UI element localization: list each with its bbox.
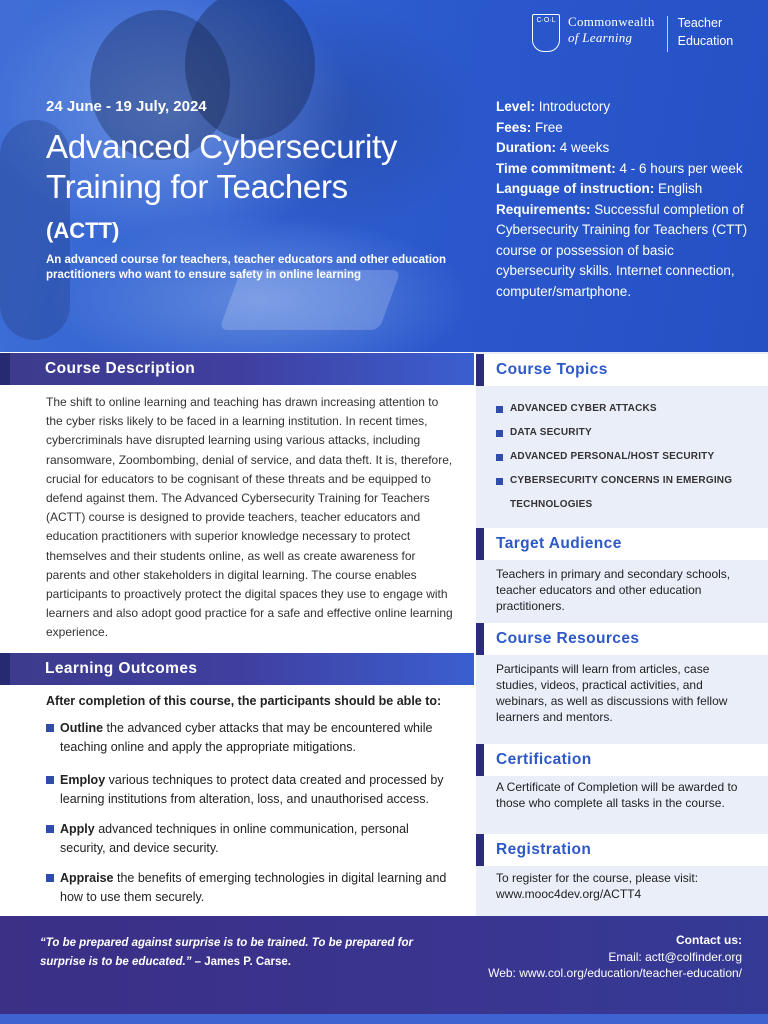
section-header-course-description xyxy=(0,353,474,385)
certification-heading: Certification xyxy=(496,751,592,768)
bullet-square-icon xyxy=(46,724,54,732)
col-wordmark-line1: Commonwealth xyxy=(568,14,655,29)
bullet-square-icon xyxy=(496,430,503,437)
contact-email[interactable]: Email: actt@colfinder.org xyxy=(608,949,742,964)
learning-outcome-verb: Appraise xyxy=(60,871,114,885)
topic-label: ADVANCED CYBER ATTACKS xyxy=(510,403,657,414)
hero-photo-person-2 xyxy=(185,0,315,140)
registration-heading: Registration xyxy=(496,841,592,858)
fact-time-key: Time commitment: xyxy=(496,160,616,176)
topic-label: TECHNOLOGIES xyxy=(510,499,593,510)
quote-author: – James P. Carse. xyxy=(191,956,291,968)
list-item xyxy=(496,421,756,445)
section-header-certification xyxy=(476,744,768,776)
fact-language-key: Language of instruction: xyxy=(496,181,655,196)
bullet-square-icon xyxy=(46,776,54,784)
target-audience-heading: Target Audience xyxy=(496,535,622,552)
list-item xyxy=(496,445,756,469)
course-acronym: (ACTT) xyxy=(46,218,120,243)
course-topics-list xyxy=(496,397,756,517)
fact-fees-key: Fees: xyxy=(496,119,532,135)
course-topics-heading: Course Topics xyxy=(496,361,608,378)
list-item xyxy=(496,469,756,493)
course-description-body: The shift to online learning and teaching has drawn increasing attention to the cyber risks likely to be faced in a learning institution. In recent times, cybercriminals have disrupted learning using various attacks, including ransomware, Zoombombing, denial of service, and data theft. It is, therefore, crucial for educators to be cognisant of these threats and be equipped to defend against them. The Advanced Cybersecurity Training for Teachers (ACTT) course is designed to provide teachers, teacher educators and education practitioners with superior knowledge necessary to protect themselves and their students online, as well as create awareness for parents and other stakeholders in digital learning. The course enables participants to proactively protect the digital spaces they use to engage with learners and also adopt good practice for a safe and effective online learning experience. xyxy=(46,395,453,640)
registration-link[interactable]: www.mooc4dev.org/ACTT4 xyxy=(496,887,642,901)
course-tagline: An advanced course for teachers, teacher educators and other education practitioners who want to ensure safety in online learning xyxy=(46,254,447,281)
fact-time xyxy=(496,159,754,180)
list-item xyxy=(496,397,756,421)
learning-outcome-item xyxy=(46,869,456,906)
learning-outcome-text: advanced techniques in online communication, personal security, and device security. xyxy=(60,822,409,855)
topic-label: CYBERSECURITY CONCERNS IN EMERGING xyxy=(510,475,733,486)
contact-heading: Contact us: xyxy=(676,933,742,947)
bullet-square-icon xyxy=(496,478,503,485)
fact-level xyxy=(496,97,754,118)
footer xyxy=(0,916,768,1024)
course-facts xyxy=(496,97,754,302)
certification-body: A Certificate of Completion will be awarded to those who complete all tasks in the course. xyxy=(496,780,738,810)
col-crest-icon: C·O·L xyxy=(532,14,560,52)
section-header-target-audience xyxy=(476,528,768,560)
learning-outcomes-intro: After completion of this course, the participants should be able to: xyxy=(46,694,442,708)
topic-label: DATA SECURITY xyxy=(510,427,592,438)
registration-instruction: To register for the course, please visit: xyxy=(496,871,699,885)
course-resources-heading: Course Resources xyxy=(496,630,640,647)
fact-fees xyxy=(496,118,754,139)
footer-quote xyxy=(40,934,430,972)
list-item-continuation xyxy=(496,493,756,517)
learning-outcome-verb: Outline xyxy=(60,721,104,735)
learning-outcome-verb: Employ xyxy=(60,773,106,787)
learning-outcome-text: the advanced cyber attacks that may be encountered while teaching online and apply the appropriate mitigations. xyxy=(60,721,433,754)
course-dates: 24 June - 19 July, 2024 xyxy=(46,98,207,115)
learning-outcome-verb: Apply xyxy=(60,822,95,836)
course-resources-body: Participants will learn from articles, case studies, videos, practical activities, and webinars, as well as discussions with fellow learners and mentors. xyxy=(496,662,728,724)
fact-level-value: Introductory xyxy=(538,99,611,114)
fact-requirements xyxy=(496,200,754,303)
hero-banner xyxy=(0,0,768,352)
quote-text: “To be prepared against surprise is to be trained. To be prepared for surprise is to be educated.” xyxy=(40,937,413,968)
col-logo xyxy=(532,14,733,52)
logo-subtitle xyxy=(678,14,734,50)
fact-language xyxy=(496,179,754,200)
fact-duration-key: Duration: xyxy=(496,140,556,155)
target-audience-body: Teachers in primary and secondary schools, teacher educators and other education practitioners. xyxy=(496,567,731,613)
col-wordmark xyxy=(568,14,655,46)
contact-web[interactable]: Web: www.col.org/education/teacher-education/ xyxy=(488,966,742,980)
section-header-course-topics xyxy=(476,354,768,386)
topic-label: ADVANCED PERSONAL/HOST SECURITY xyxy=(510,451,715,462)
course-description-heading: Course Description xyxy=(45,360,196,377)
course-title: Advanced Cybersecurity Training for Teachers xyxy=(46,128,398,205)
fact-requirements-key: Requirements: xyxy=(496,201,591,217)
col-wordmark-line2: of Learning xyxy=(568,30,633,45)
fact-requirements-value: Successful completion of Cybersecurity Training for Teachers (CTT) course or possession of basic cybersecurity skills. Internet connection, computer/smartphone. xyxy=(496,201,748,299)
logo-subtitle-line1: Teacher xyxy=(677,16,723,30)
bullet-square-icon xyxy=(46,874,54,882)
registration-body xyxy=(496,870,752,902)
learning-outcomes-heading: Learning Outcomes xyxy=(45,660,198,677)
logo-divider xyxy=(667,16,668,52)
fact-language-value: English xyxy=(658,181,703,196)
fact-duration xyxy=(496,138,754,159)
learning-outcome-text: the benefits of emerging technologies in digital learning and how to use them securely. xyxy=(60,871,447,904)
learning-outcome-item xyxy=(46,820,456,857)
learning-outcome-item xyxy=(46,771,456,808)
logo-subtitle-line2: Education xyxy=(677,34,734,48)
learning-outcome-text: various techniques to protect data created and processed by learning institutions from alteration, loss, and unauthorised access. xyxy=(60,773,444,806)
bullet-square-icon xyxy=(496,454,503,461)
bullet-square-icon xyxy=(496,406,503,413)
section-header-learning-outcomes xyxy=(0,653,474,685)
section-header-course-resources xyxy=(476,623,768,655)
fact-time-value: 4 - 6 hours per week xyxy=(619,160,743,176)
learning-outcome-item xyxy=(46,719,456,756)
section-header-registration xyxy=(476,834,768,866)
fact-fees-value: Free xyxy=(535,119,563,135)
bullet-square-icon xyxy=(46,825,54,833)
contact-info xyxy=(488,932,742,982)
fact-duration-value: 4 weeks xyxy=(559,140,610,155)
fact-level-key: Level: xyxy=(496,99,536,114)
footer-accent-strip xyxy=(0,1014,768,1024)
